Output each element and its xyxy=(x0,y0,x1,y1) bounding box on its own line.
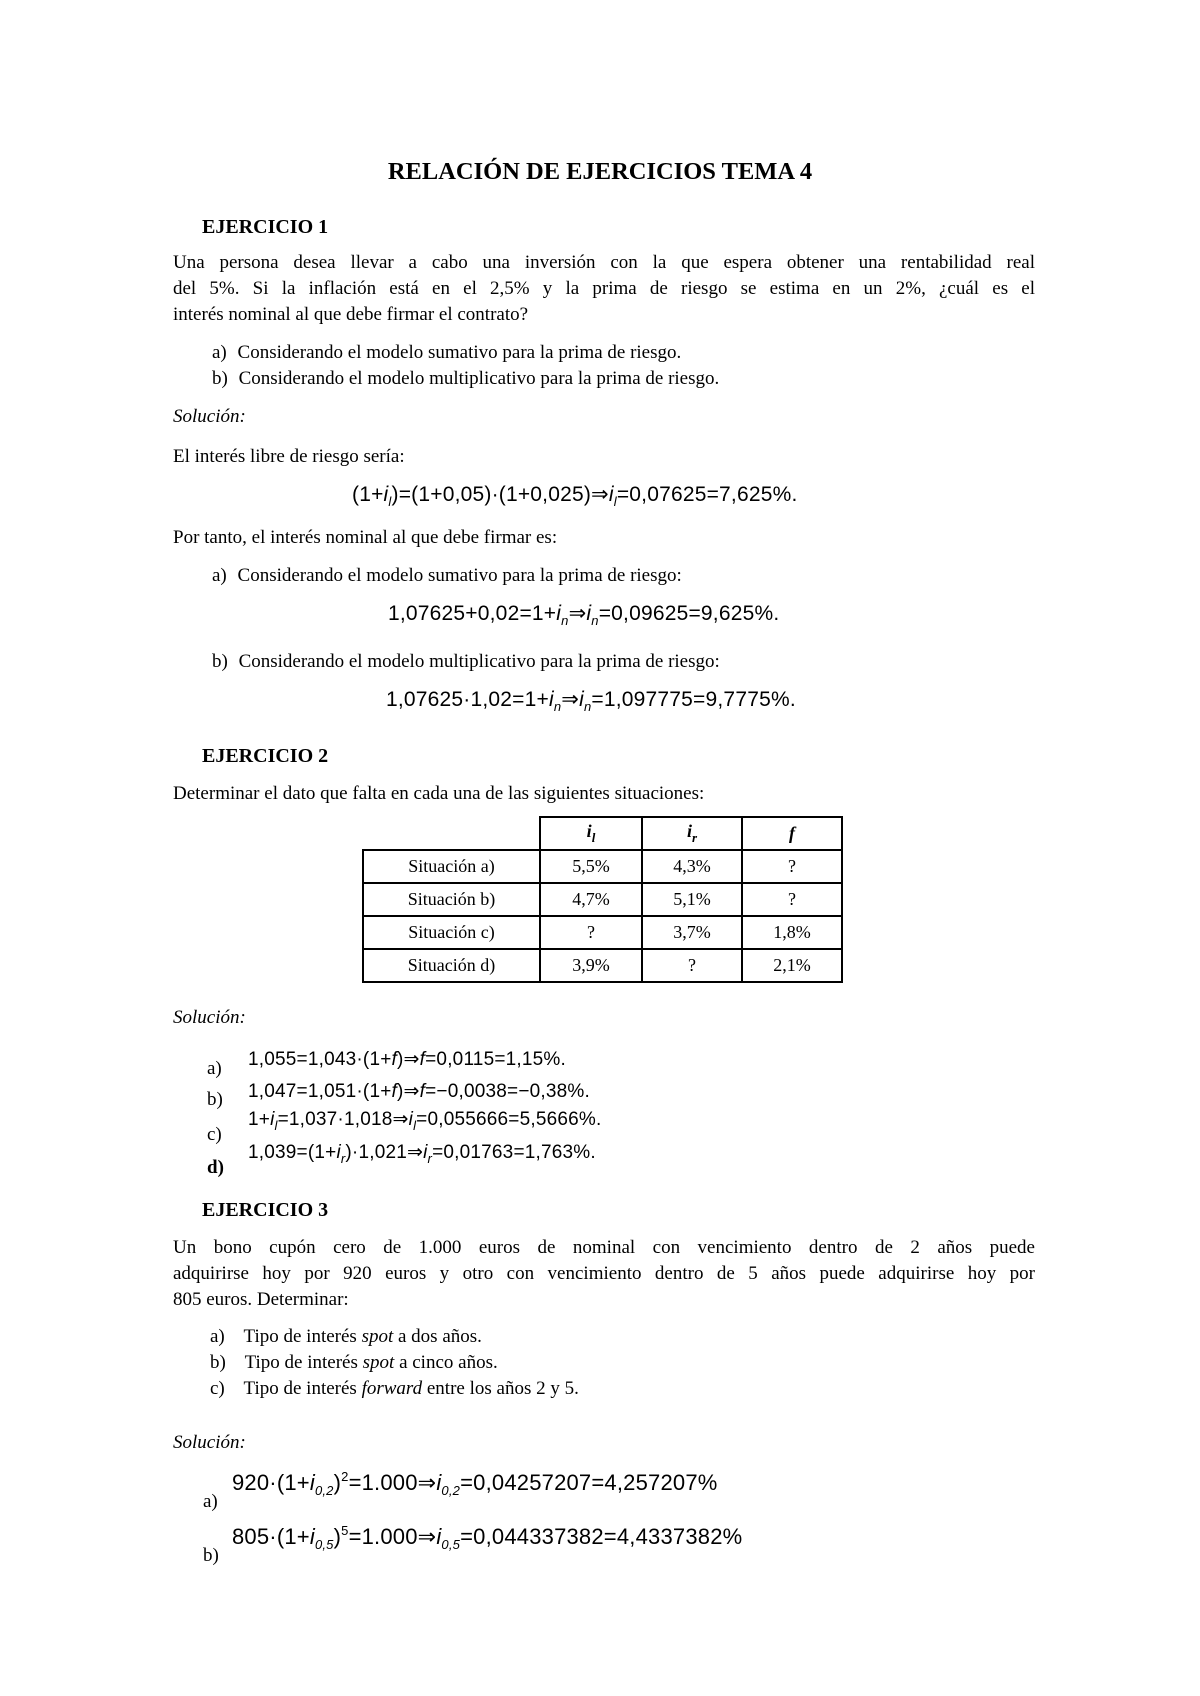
table-cell: Situación c) xyxy=(363,916,540,949)
table-cell: ? xyxy=(642,949,742,982)
option-text-em: forward xyxy=(361,1378,423,1399)
solution-letter: d) xyxy=(207,1157,224,1178)
situations-table xyxy=(362,816,843,983)
option-letter: a) xyxy=(212,565,227,586)
solution-b xyxy=(212,651,720,673)
option-text: Considerando el modelo sumativo para la prima de riesgo. xyxy=(237,342,682,363)
option-text-pre: Tipo de interés xyxy=(243,1378,362,1399)
table-cell: ? xyxy=(540,916,642,949)
solution-label: Solución: xyxy=(173,1432,246,1453)
exercise-3-heading: EJERCICIO 3 xyxy=(202,1199,329,1221)
option-letter: b) xyxy=(212,368,228,389)
equation-multiplicative: $1,07625\cdot 1,02=1+i_n\Rightarrow i_n=1,097775=9,7775\%$. xyxy=(386,688,796,714)
equation-risk-free: $(1+i_l)=(1+0,05)\cdot(1+0,025)\Rightarrow i_l=0,07625=7,625\%$. xyxy=(352,483,798,509)
option-text-pre: Tipo de interés xyxy=(243,1326,362,1347)
table-cell: 4,3% xyxy=(642,850,742,883)
column-header-f: f xyxy=(742,817,842,850)
equation-b: 1,047=1,051·(1+f)⇒f=−0,0038=−0,38%. xyxy=(248,1081,590,1102)
table-row xyxy=(363,949,842,982)
exercise-1-heading: EJERCICIO 1 xyxy=(202,216,329,238)
table-cell: ? xyxy=(742,883,842,916)
table-cell: 1,8% xyxy=(742,916,842,949)
solution-letter: c) xyxy=(207,1124,222,1145)
table-row xyxy=(363,883,842,916)
table-corner xyxy=(363,817,540,850)
solution-letter: a) xyxy=(207,1058,222,1079)
column-header-ir: $i_r$ xyxy=(642,817,742,850)
option-text: Considerando el modelo sumativo para la prima de riesgo: xyxy=(237,565,682,586)
risk-free-text: El interés libre de riesgo sería: xyxy=(173,446,405,467)
exercise-2-heading: EJERCICIO 2 xyxy=(202,745,329,767)
option-letter: c) xyxy=(210,1378,225,1399)
table-cell: 4,7% xyxy=(540,883,642,916)
option-a xyxy=(210,1326,482,1348)
table-cell: Situación b) xyxy=(363,883,540,916)
option-b xyxy=(212,368,719,390)
statement-line: interés nominal al que debe firmar el contrato? xyxy=(173,304,529,325)
table-row xyxy=(363,850,842,883)
solution-label: Solución: xyxy=(173,406,246,427)
table-cell: Situación d) xyxy=(363,949,540,982)
table-cell: 5,5% xyxy=(540,850,642,883)
table-row xyxy=(363,916,842,949)
exercise-2-intro: Determinar el dato que falta en cada una de las siguientes situaciones: xyxy=(173,783,705,804)
equation-spot-5: $805\cdot(1+i_{0,5})^5=1.000\Rightarrow i_{0,5}=0,044337382=4,4337382\%$ xyxy=(232,1523,743,1552)
option-text-pre: Tipo de interés xyxy=(244,1352,363,1373)
table-cell: ? xyxy=(742,850,842,883)
table-cell: 3,9% xyxy=(540,949,642,982)
option-a xyxy=(212,342,681,364)
option-letter: b) xyxy=(212,651,228,672)
solution-letter: b) xyxy=(207,1089,223,1110)
option-text: Considerando el modelo multiplicativo para la prima de riesgo. xyxy=(238,368,720,389)
exercise-1-statement xyxy=(173,250,1035,328)
option-letter: a) xyxy=(212,342,227,363)
statement-line: Una persona desea llevar a cabo una inversión con la que espera obtener una rentabilidad real xyxy=(173,252,1035,273)
option-text-em: spot xyxy=(362,1352,395,1373)
statement-line: adquirirse hoy por 920 euros y otro con vencimiento dentro de 5 años puede adquirirse hoy por xyxy=(173,1263,1035,1284)
equation-additive: $1,07625+0,02=1+i_n\Rightarrow i_n=0,09625=9,625\%$. xyxy=(388,602,780,628)
table-cell: 3,7% xyxy=(642,916,742,949)
equation-c: $1+i_l=1,037\cdot 1,018\Rightarrow i_l=0,055666=5,5666\%$. xyxy=(248,1109,602,1133)
statement-line: 805 euros. Determinar: xyxy=(173,1289,349,1310)
option-text-em: spot xyxy=(361,1326,394,1347)
statement-line: Un bono cupón cero de 1.000 euros de nominal con vencimiento dentro de 2 años puede xyxy=(173,1237,1035,1258)
table-header-row xyxy=(363,817,842,850)
option-text-post: a cinco años. xyxy=(394,1352,498,1373)
table-cell: 2,1% xyxy=(742,949,842,982)
statement-line: del 5%. Si la inflación está en el 2,5% y la prima de riesgo se estima en un 2%, ¿cuál es el xyxy=(173,278,1035,299)
column-header-il: $i_l$ xyxy=(540,817,642,850)
equation-a: 1,055=1,043·(1+f)⇒f=0,0115=1,15%. xyxy=(248,1049,566,1070)
solution-letter: b) xyxy=(203,1545,219,1566)
solution-letter: a) xyxy=(203,1491,218,1512)
table-cell: Situación a) xyxy=(363,850,540,883)
document-title: RELACIÓN DE EJERCICIOS TEMA 4 xyxy=(387,158,813,185)
exercise-3-statement xyxy=(173,1235,1035,1313)
option-text: Considerando el modelo multiplicativo para la prima de riesgo: xyxy=(238,651,720,672)
option-text-post: a dos años. xyxy=(393,1326,482,1347)
option-letter: a) xyxy=(210,1326,225,1347)
option-c xyxy=(210,1378,579,1400)
option-letter: b) xyxy=(210,1352,226,1373)
equation-spot-2: $920\cdot(1+i_{0,2})^2=1.000\Rightarrow i_{0,2}=0,04257207=4,257207\%$ xyxy=(232,1469,718,1498)
nominal-intro-text: Por tanto, el interés nominal al que debe firmar es: xyxy=(173,527,558,548)
equation-d: $1,039=(1+i_r)\cdot 1,021\Rightarrow i_r=0,01763=1,763\%$. xyxy=(248,1142,596,1166)
solution-label: Solución: xyxy=(173,1007,246,1028)
option-b xyxy=(210,1352,498,1374)
solution-a xyxy=(212,565,682,587)
option-text-post: entre los años 2 y 5. xyxy=(422,1378,579,1399)
table-cell: 5,1% xyxy=(642,883,742,916)
